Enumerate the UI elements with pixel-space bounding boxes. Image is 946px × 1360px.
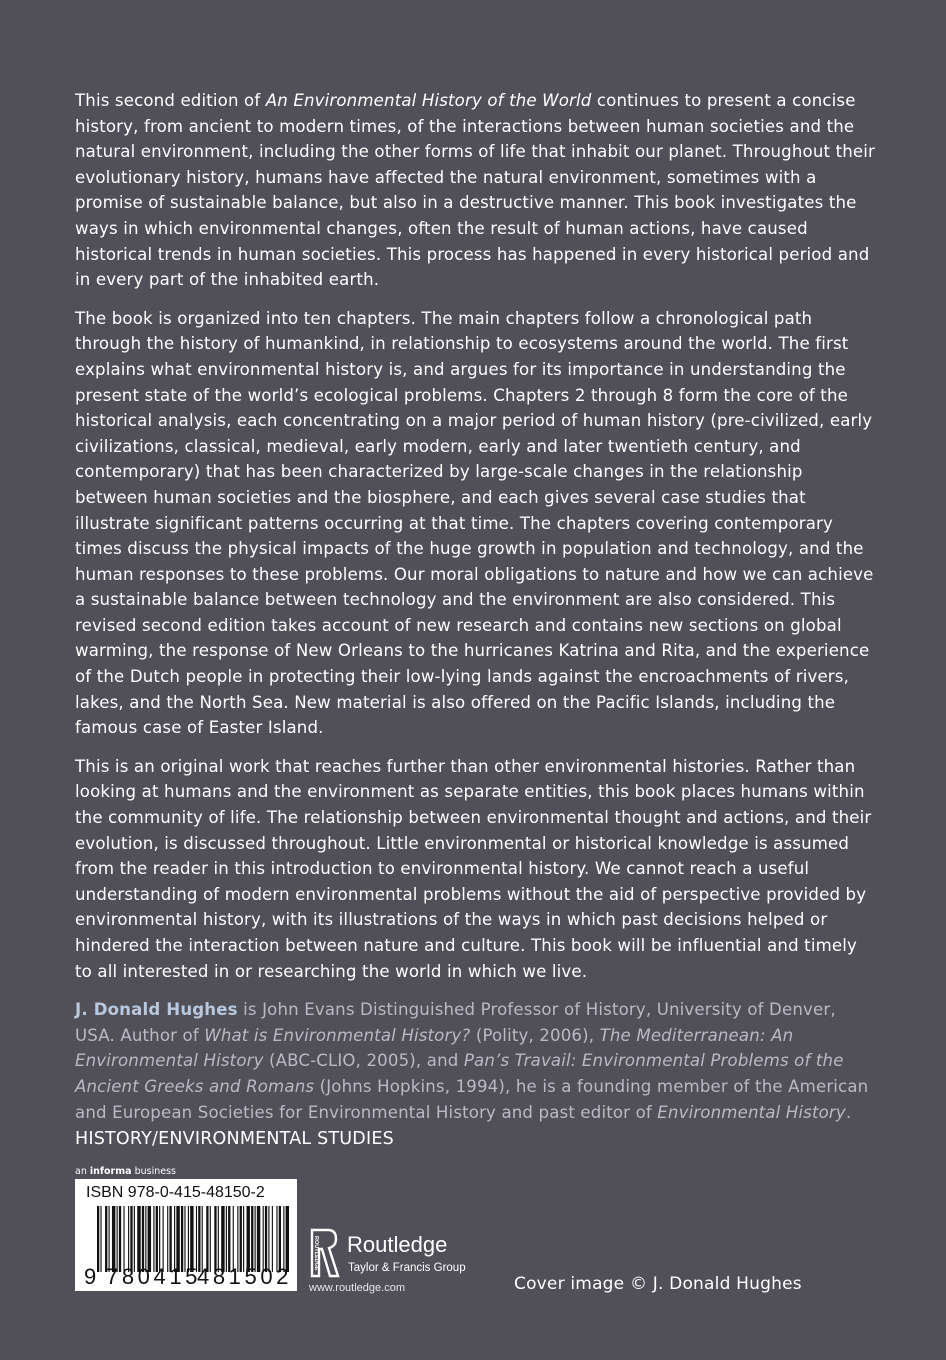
- author-bio-text-4: (Johns Hopkins, 1994), he is a founding member of the American and European Societies for Environmental History and past editor of: [75, 1076, 869, 1122]
- publisher-name: Routledge: [347, 1232, 448, 1257]
- informa-tagline: [75, 1166, 176, 1177]
- subject-category: HISTORY/ENVIRONMENTAL STUDIES: [75, 1129, 394, 1149]
- barcode-bar: [243, 1206, 244, 1272]
- barcode-bars: [97, 1206, 289, 1272]
- barcode-bar: [218, 1206, 219, 1272]
- barcode-bar: [202, 1206, 203, 1272]
- barcode-bar: [181, 1206, 183, 1272]
- barcode-bar: [265, 1206, 267, 1272]
- barcode-bar: [196, 1206, 197, 1272]
- barcode-bar: [148, 1206, 151, 1272]
- author-name: J. Donald Hughes: [75, 1000, 238, 1020]
- author-bio-text-2: (Polity, 2006),: [470, 1025, 600, 1045]
- barcode-bar: [137, 1206, 140, 1272]
- p1-rest: continues to present a concise history, from ancient to modern times, of the interactions between human societies and the natural environment, including the other forms of life that inhabit our planet. Throughout their evolutionary history, humans have affected the natural environment, sometimes with a promise of sustainable balance, but also in a destructive manner. This book investigates the ways in which environmental changes, often the result of human actions, have caused historical trends in human societies. This process has happened in every historical period and in every part of the inhabited earth.: [75, 91, 875, 290]
- barcode-bar: [214, 1206, 216, 1272]
- barcode-bar: [142, 1206, 144, 1272]
- publisher-group: Taylor & Francis Group: [348, 1262, 466, 1274]
- barcode-bar: [97, 1206, 99, 1272]
- book-title: An Environmental History of the World: [265, 91, 592, 110]
- barcode-bar: [117, 1206, 118, 1272]
- barcode-bar: [184, 1206, 185, 1272]
- barcode-bar: [112, 1206, 115, 1272]
- author-book-3: Pan’s Travail: Environmental Problems of the Ancient Greeks and Romans: [75, 1051, 844, 1096]
- barcode-bar: [128, 1206, 129, 1272]
- barcode-bar: [210, 1206, 211, 1272]
- isbn-label: ISBN 978-0-415-48150-2: [86, 1184, 265, 1201]
- barcode-bar: [255, 1206, 256, 1272]
- barcode-bar: [272, 1206, 273, 1272]
- description-paragraph-3: This is an original work that reaches further than other environmental histories. Rather than looking at humans and the environment as separate entities, this book places humans within the community of life. The relationship between environmental thought and actions, and their evolution, is discussed throughout. Little environmental or historical knowledge is assumed from the reader in this introduction to environmental history. We cannot reach a useful understanding of modern environmental problems without the aid of perspective provided by environmental history, with its illustrations of the ways in which past decisions helped or hindered the interaction between nature and culture. This book will be influential and timely to all interested in or researching the world in which we live.: [75, 756, 872, 981]
- author-bio-text-1: is John Evans Distinguished Professor of History, University of Denver, USA. Author of: [75, 1000, 836, 1045]
- barcode-bar: [283, 1206, 284, 1272]
- barcode-bar: [100, 1206, 101, 1272]
- barcode-bar: [198, 1206, 200, 1272]
- barcode-bar: [268, 1206, 269, 1272]
- barcode-bar: [279, 1206, 281, 1272]
- p1-prefix: This second edition of: [75, 91, 266, 110]
- informa-brand: informa: [89, 1166, 132, 1177]
- barcode-bar: [240, 1206, 242, 1272]
- barcode-bar: [169, 1206, 171, 1272]
- barcode-bar: [109, 1206, 110, 1272]
- informa-prefix: an: [75, 1166, 90, 1177]
- publisher-url: www.routledge.com: [309, 1282, 405, 1294]
- barcode-bar: [123, 1206, 124, 1272]
- description-text: [75, 88, 875, 1138]
- barcode-bar: [226, 1206, 227, 1272]
- barcode-bar: [228, 1206, 230, 1272]
- barcode-bar: [188, 1206, 189, 1272]
- author-bio-text-3: (ABC-CLIO, 2005), and: [263, 1051, 464, 1071]
- barcode-bar: [276, 1206, 277, 1272]
- barcode-bar: [257, 1206, 260, 1272]
- barcode-bar: [105, 1206, 107, 1272]
- barcode-bar: [145, 1206, 146, 1272]
- barcode-bar: [190, 1206, 193, 1272]
- barcode-bar: [233, 1206, 234, 1272]
- author-journal: Environmental History: [657, 1102, 846, 1122]
- barcode-bar: [134, 1206, 135, 1272]
- barcode-box: [75, 1179, 297, 1291]
- barcode-bar: [119, 1206, 121, 1272]
- author-bio-text-5: .: [845, 1102, 852, 1122]
- author-book-2: The Mediterranean: An Environmental History: [75, 1025, 794, 1071]
- description-paragraph-2: The book is organized into ten chapters. The main chapters follow a chronological path through the history of humankind, in relationship to ecosystems around the world. The first explains what environmental history is, and argues for its importance in understanding the present state of the world’s ecological problems. Chapters 2 through 8 form the core of the historical analysis, each concentrating on a major period of human history (pre-civilized, early civilizations, classical, medieval, early modern, early and later twentieth century, and contemporary) that has been characterized by large-scale changes in the relationship between human societies and the biosphere, and each gives several case studies that illustrate significant patterns occurring at that time. The chapters covering contemporary times discuss the physical impacts of the huge growth in population and technology, and the human responses to these problems. Our moral obligations to nature and how we can achieve a sustainable balance between technology and the environment are also considered. This revised second edition takes account of new research and contains new sections on global warming, the response of New Orleans to the hurricanes Katrina and Rita, and the experience of the Dutch people in protecting their low-lying lands against the encroachments of rivers, lakes, and the North Sea. New material is also offered on the Pacific Islands, including the famous case of Easter Island.: [75, 308, 874, 738]
- barcode-bar: [159, 1206, 160, 1272]
- barcode-bar: [237, 1206, 238, 1272]
- barcode-bar: [176, 1206, 179, 1272]
- barcode-group-1: 780415: [106, 1264, 202, 1289]
- barcode-group-2: 481502: [197, 1264, 293, 1289]
- barcode-bar: [206, 1206, 208, 1272]
- barcode-bar: [163, 1206, 164, 1272]
- author-book-1: What is Environmental History?: [204, 1025, 471, 1045]
- informa-suffix: business: [131, 1166, 176, 1177]
- cover-credit: Cover image © J. Donald Hughes: [514, 1274, 802, 1294]
- description-paragraph-1: [75, 88, 875, 293]
- barcode-bar: [221, 1206, 224, 1272]
- barcode-bar: [167, 1206, 168, 1272]
- barcode-bar: [156, 1206, 158, 1272]
- barcode-bar: [153, 1206, 154, 1272]
- barcode-bar: [251, 1206, 253, 1272]
- barcode-bar: [263, 1206, 264, 1272]
- routledge-logo-text: ROUTLEDGE: [313, 1236, 319, 1271]
- barcode-bar: [130, 1206, 132, 1272]
- barcode-lead-digit: 9: [84, 1264, 97, 1289]
- barcode-bar: [286, 1206, 289, 1272]
- routledge-logo-icon: [308, 1228, 344, 1278]
- barcode-bar: [247, 1206, 250, 1272]
- barcode-bar: [174, 1206, 175, 1272]
- author-bio: [75, 997, 875, 1125]
